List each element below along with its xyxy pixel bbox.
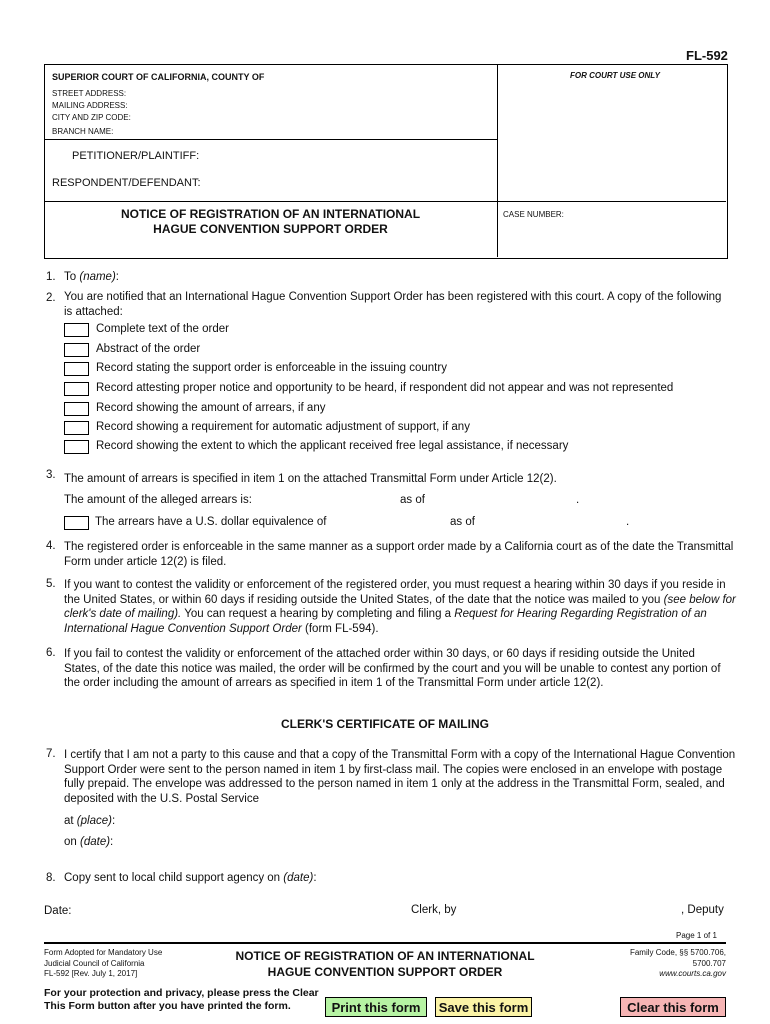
item-4-number: 4. — [46, 540, 56, 552]
usd-equivalence-as-of: as of — [450, 516, 475, 528]
checkbox-enforceable-record[interactable] — [64, 362, 89, 376]
item-5-line-3 — [64, 607, 736, 622]
item-8-colon: : — [313, 872, 317, 884]
city-zip-label: CITY AND ZIP CODE: — [52, 113, 131, 122]
checkbox-complete-text[interactable] — [64, 323, 89, 337]
court-name-label: SUPERIOR COURT OF CALIFORNIA, COUNTY OF — [52, 72, 265, 82]
item-6-line-3: the order including the amount of arrears as specified in item 1 of the Transmittal Form under article 12(2). — [64, 677, 604, 689]
item-8-text — [64, 872, 317, 884]
item-5-text — [64, 578, 736, 636]
item-1-number: 1. — [46, 271, 56, 283]
option-adjustment-record: Record showing a requirement for automatic adjustment of support, if any — [96, 421, 470, 433]
item-5-line-2b: (see below for — [663, 593, 736, 606]
mailing-place-hint: (place) — [76, 815, 112, 827]
item-8-label: Copy sent to local child support agency on — [64, 872, 281, 884]
case-number-label: CASE NUMBER: — [503, 210, 564, 219]
footer-website: www.courts.ca.gov — [659, 969, 726, 978]
form-title-line-1: NOTICE OF REGISTRATION OF AN INTERNATIONAL — [120, 207, 421, 221]
item-3-number: 3. — [46, 469, 56, 481]
footer-adoption-info — [44, 948, 162, 980]
item-7-line-2: Support Order were sent to the person named in item 1 by first-class mail. The copies were enclosed in an envelope with postage — [64, 763, 723, 776]
item-5-line-4 — [64, 622, 736, 637]
petitioner-label: PETITIONER/PLAINTIFF: — [72, 150, 200, 162]
form-title-line-2: HAGUE CONVENTION SUPPORT ORDER — [153, 222, 388, 236]
item-5-number: 5. — [46, 578, 56, 590]
option-abstract: Abstract of the order — [96, 343, 201, 355]
header-divider-1 — [44, 139, 497, 140]
item-8-date-hint: (date) — [283, 872, 314, 884]
item-7-number: 7. — [46, 748, 56, 760]
footer-code-2: 5700.707 — [692, 958, 726, 968]
mailing-date-colon: : — [110, 836, 114, 848]
item-1-label: To — [64, 271, 77, 283]
footer-adopted: Form Adopted for Mandatory Use — [44, 948, 163, 957]
save-form-button[interactable]: Save this form — [435, 997, 532, 1017]
item-1-name-hint: (name) — [79, 271, 116, 283]
clear-form-button[interactable]: Clear this form — [620, 997, 726, 1017]
form-title — [44, 207, 497, 237]
checkbox-abstract[interactable] — [64, 343, 89, 357]
privacy-notice — [44, 987, 319, 1012]
alleged-arrears-label: The amount of the alleged arrears is: — [64, 494, 252, 506]
respondent-label: RESPONDENT/DEFENDANT: — [52, 177, 201, 189]
item-4-line-2: Form under article 12(2) is filed. — [64, 555, 227, 568]
item-2-line-1: You are notified that an International Hague Convention Support Order has been registered with this court. A copy of the following — [64, 291, 722, 303]
form-id: FL-592 — [686, 48, 728, 63]
item-6-line-1: If you fail to contest the validity or enforcement of the attached order within 30 days, or 60 days if residing outside the United — [64, 648, 695, 660]
item-6-line-2: States, of the date this notice was mailed, the order will be confirmed by the court and you will be unable to contest any portion of — [64, 662, 721, 675]
footer-title-line-2: HAGUE CONVENTION SUPPORT ORDER — [267, 965, 503, 979]
item-6-text — [64, 647, 721, 691]
signature-clerk-label: Clerk, by — [411, 904, 457, 916]
signature-date-label: Date: — [44, 905, 72, 917]
usd-equivalence-label: The arrears have a U.S. dollar equivalence of — [95, 516, 327, 528]
item-5-line-2a: the United States, or within 60 days if residing outside the United States, of the date that the notice was mailed to you — [64, 593, 661, 606]
footer-rule — [44, 942, 726, 944]
footer-revision: FL-592 [Rev. July 1, 2017] — [44, 969, 138, 978]
item-2-text — [64, 290, 721, 319]
option-enforceable-record: Record stating the support order is enforceable in the issuing country — [96, 362, 447, 374]
checkbox-adjustment-record[interactable] — [64, 421, 89, 435]
print-form-button[interactable]: Print this form — [325, 997, 427, 1017]
clerk-certificate-heading: CLERK'S CERTIFICATE OF MAILING — [281, 717, 489, 731]
footer-code: Family Code, §§ 5700.706, — [629, 948, 726, 957]
court-use-label: FOR COURT USE ONLY — [570, 71, 660, 80]
item-5-line-3b: You can request a hearing by completing and filing a — [184, 608, 452, 620]
checkbox-notice-record[interactable] — [64, 382, 89, 396]
checkbox-usd-equivalence[interactable] — [64, 516, 89, 530]
option-arrears-record: Record showing the amount of arrears, if any — [96, 402, 326, 414]
footer-title-line-1: NOTICE OF REGISTRATION OF AN INTERNATIONAL — [235, 949, 535, 963]
item-5-line-4a: International Hague Convention Support Order — [64, 622, 302, 635]
page-number: Page 1 of 1 — [676, 931, 717, 940]
checkbox-arrears-record[interactable] — [64, 402, 89, 416]
item-7-line-1: I certify that I am not a party to this cause and that a copy of the Transmittal Form with a copy of the International Hague Convention — [64, 749, 736, 761]
item-4-text — [64, 540, 733, 569]
branch-name-label: BRANCH NAME: — [52, 127, 114, 136]
option-complete-text: Complete text of the order — [96, 323, 229, 335]
item-5-line-2 — [64, 593, 736, 608]
item-5-line-4b: (form FL-594). — [305, 622, 379, 635]
privacy-notice-line-2: This Form button after you have printed the form. — [44, 999, 291, 1012]
footer-code-info — [560, 948, 726, 980]
item-3-text: The amount of arrears is specified in item 1 on the attached Transmittal Form under Article 12(2). — [64, 473, 557, 485]
option-legal-assistance-record: Record showing the extent to which the applicant received free legal assistance, if necessary — [96, 440, 569, 452]
item-5-line-3a: clerk's date of mailing). — [64, 608, 182, 620]
privacy-notice-line-1: For your protection and privacy, please press the Clear — [44, 987, 319, 999]
item-5-line-1: If you want to contest the validity or enforcement of the registered order, you must request a hearing within 30 days if you reside in — [64, 579, 726, 591]
mailing-place-label — [64, 815, 115, 827]
item-8-number: 8. — [46, 872, 56, 884]
mailing-date-label — [64, 836, 113, 848]
item-4-line-1: The registered order is enforceable in the same manner as a support order made by a California court as of the date the Transmittal — [64, 541, 734, 553]
mailing-address-label: MAILING ADDRESS: — [52, 101, 128, 110]
item-2-number: 2. — [46, 292, 56, 304]
item-6-number: 6. — [46, 647, 56, 659]
mailing-date-on: on — [64, 836, 77, 848]
usd-equivalence-period: . — [626, 516, 630, 528]
footer-title — [200, 948, 570, 980]
signature-deputy-label: , Deputy — [681, 904, 724, 916]
mailing-place-at: at — [64, 815, 74, 827]
item-5-line-3c: Request for Hearing Regarding Registration of an — [454, 608, 707, 620]
mailing-date-hint: (date) — [80, 836, 111, 848]
item-7-text — [64, 748, 735, 806]
mailing-place-colon: : — [111, 815, 116, 827]
item-2-line-2: is attached: — [64, 305, 123, 318]
footer-council: Judicial Council of California — [44, 958, 145, 968]
item-7-line-3: fully prepaid. The envelope was addressed to the person named in item 1 only at the address in the Transmittal Form, sealed, and — [64, 778, 725, 790]
alleged-arrears-as-of: as of — [400, 494, 425, 506]
street-address-label: STREET ADDRESS: — [52, 89, 127, 98]
checkbox-legal-assistance-record[interactable] — [64, 440, 89, 454]
court-use-divider — [497, 64, 498, 257]
option-notice-record: Record attesting proper notice and opportunity to be heard, if respondent did not appear and was not represented — [96, 382, 674, 394]
item-1-text — [64, 271, 119, 283]
alleged-arrears-period: . — [576, 494, 580, 506]
item-7-line-4: deposited with the U.S. Postal Service — [64, 792, 259, 805]
header-divider-2 — [44, 201, 726, 202]
item-1-colon: : — [115, 271, 119, 283]
